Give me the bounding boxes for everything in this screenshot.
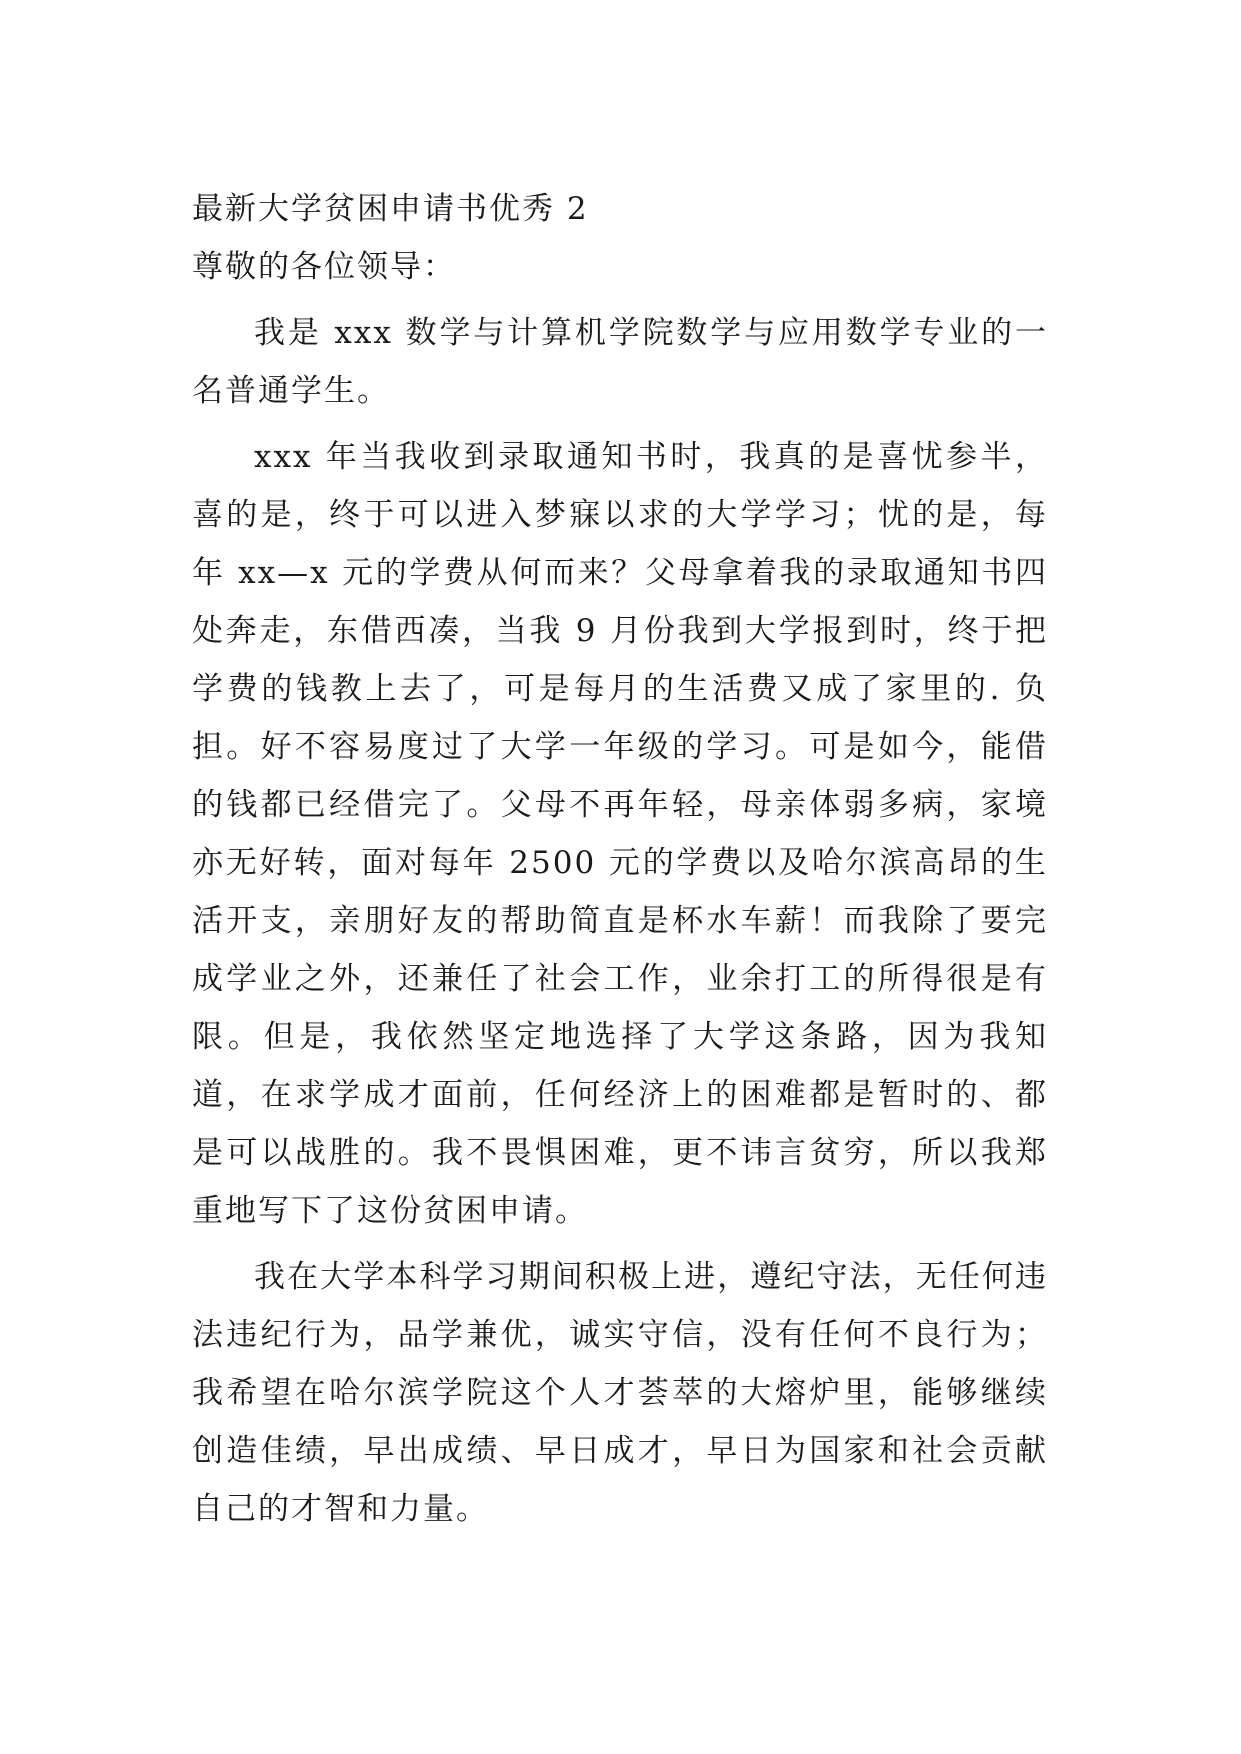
paragraph-hardship: xxx 年当我收到录取通知书时，我真的是喜忧参半，喜的是，终于可以进入梦寐以求的大学学习；忧的是，每年 xx—x 元的学费从何而来？父母拿着我的录取通知书四处奔走，东借西凑，当我 9 月份我到大学报到时，终于把学费的钱教上去了，可是每月的生活费又成了家里的. 负担。好不容易度过了大学一年级的学习。可是如今，能借的钱都已经借完了。父母不再年轻，母亲体弱多病，家境亦无好转，面对每年 2500 元的学费以及哈尔滨高昂的生活开支，亲朋好友的帮助简直是杯水车薪！而我除了要完成学业之外，还兼任了社会工作，业余打工的所得很是有限。但是，我依然坚定地选择了大学这条路，因为我知道，在求学成才面前，任何经济上的困难都是暂时的、都是可以战胜的。我不畏惧困难，更不讳言贫穷，所以我郑重地写下了这份贫困申请。: [192, 439, 1048, 1229]
paragraph-conduct: 我在大学本科学习期间积极上进，遵纪守法，无任何违法违纪行为，品学兼优，诚实守信，没有任何不良行为；我希望在哈尔滨学院这个人才荟萃的大熔炉里，能够继续创造佳绩，早出成绩、早日成才，早日为国家和社会贡献自己的才智和力量。: [192, 1259, 1048, 1527]
paragraph-intro: 我是 xxx 数学与计算机学院数学与应用数学专业的一名普通学生。: [192, 315, 1048, 409]
document-title: 最新大学贫困申请书优秀 2: [192, 191, 589, 227]
document-body: [192, 180, 1048, 1546]
salutation: 尊敬的各位领导：: [192, 249, 456, 285]
